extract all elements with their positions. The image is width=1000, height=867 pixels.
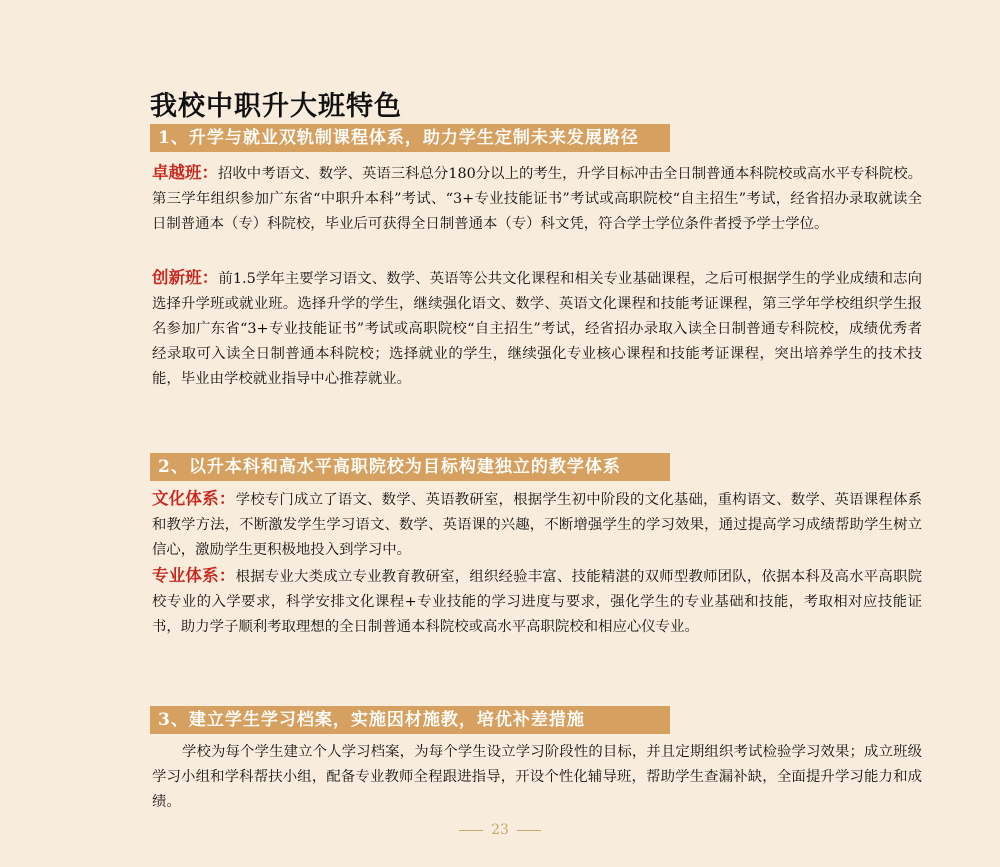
profession-system-label: 专业体系： [152,566,236,585]
profession-system-text: 根据专业大类成立专业教育教研室，组织经验丰富、技能精湛的双师型教师团队，依据本科及高水平高职院校专业的入学要求，科学安排文化课程+专业技能的学习进度与要求，强化学生的专业基础和技能，考取相对应技能证书，助力学子顺利考取理想的全日制普通本科院校或高水平高职院校和相应心仪专业。 [152,569,922,635]
section-2-paragraph-culture [152,486,922,563]
section-1-paragraph-excellence [152,160,922,237]
footer-rule-left [459,830,483,831]
excellence-class-text: 招收中考语文、数学、英语三科总分180分以上的考生，升学目标冲击全日制普通本科院校或高水平专科院校。第三学年组织参加广东省“中职升本科”考试、“3+专业技能证书”考试或高职院校“自主招生”考试，经省招办录取就读全日制普通本（专）科院校，毕业后可获得全日制普通本（专）科文凭，符合学士学位条件者授予学士学位。 [152,166,922,232]
section-2-heading: 2、以升本科和高水平高职院校为目标构建独立的教学体系 [150,453,670,481]
innovation-class-label: 创新班： [152,268,219,287]
page-number: 23 [491,822,509,838]
page-footer [0,822,1000,838]
excellence-class-label: 卓越班： [152,163,219,182]
section-1-heading: 1、升学与就业双轨制课程体系，助力学生定制未来发展路径 [150,124,670,152]
section-3-paragraph: 学校为每个学生建立个人学习档案，为每个学生设立学习阶段性的目标，并且定期组织考试检验学习效果；成立班级学习小组和学科帮扶小组，配备专业教师全程跟进指导，开设个性化辅导班，帮助学生查漏补缺，全面提升学习能力和成绩。 [152,744,922,810]
culture-system-label: 文化体系： [152,489,236,508]
page-title: 我校中职升大班特色 [150,91,402,122]
footer-rule-right [517,830,541,831]
section-3-heading: 3、建立学生学习档案，实施因材施教，培优补差措施 [150,706,670,734]
culture-system-text: 学校专门成立了语文、数学、英语教研室，根据学生初中阶段的文化基础，重构语文、数学、英语课程体系和教学方法，不断激发学生学习语文、数学、英语课的兴趣，不断增强学生的学习效果，通过提高学习成绩帮助学生树立信心，激励学生更积极地投入到学习中。 [152,492,922,558]
innovation-class-text: 前1.5学年主要学习语文、数学、英语等公共文化课程和相关专业基础课程，之后可根据学生的学业成绩和志向选择升学班或就业班。选择升学的学生，继续强化语文、数学、英语文化课程和技能考证课程，第三学年学校组织学生报名参加广东省“3+专业技能证书”考试或高职院校“自主招生”考试，经省招办录取入读全日制普通专科院校，成绩优秀者经录取可入读全日制普通本科院校；选择就业的学生，继续强化专业核心课程和技能考证课程，突出培养学生的技术技能，毕业由学校就业指导中心推荐就业。 [152,271,923,387]
section-2-paragraph-profession [152,563,922,640]
section-1-paragraph-innovation [152,265,922,392]
